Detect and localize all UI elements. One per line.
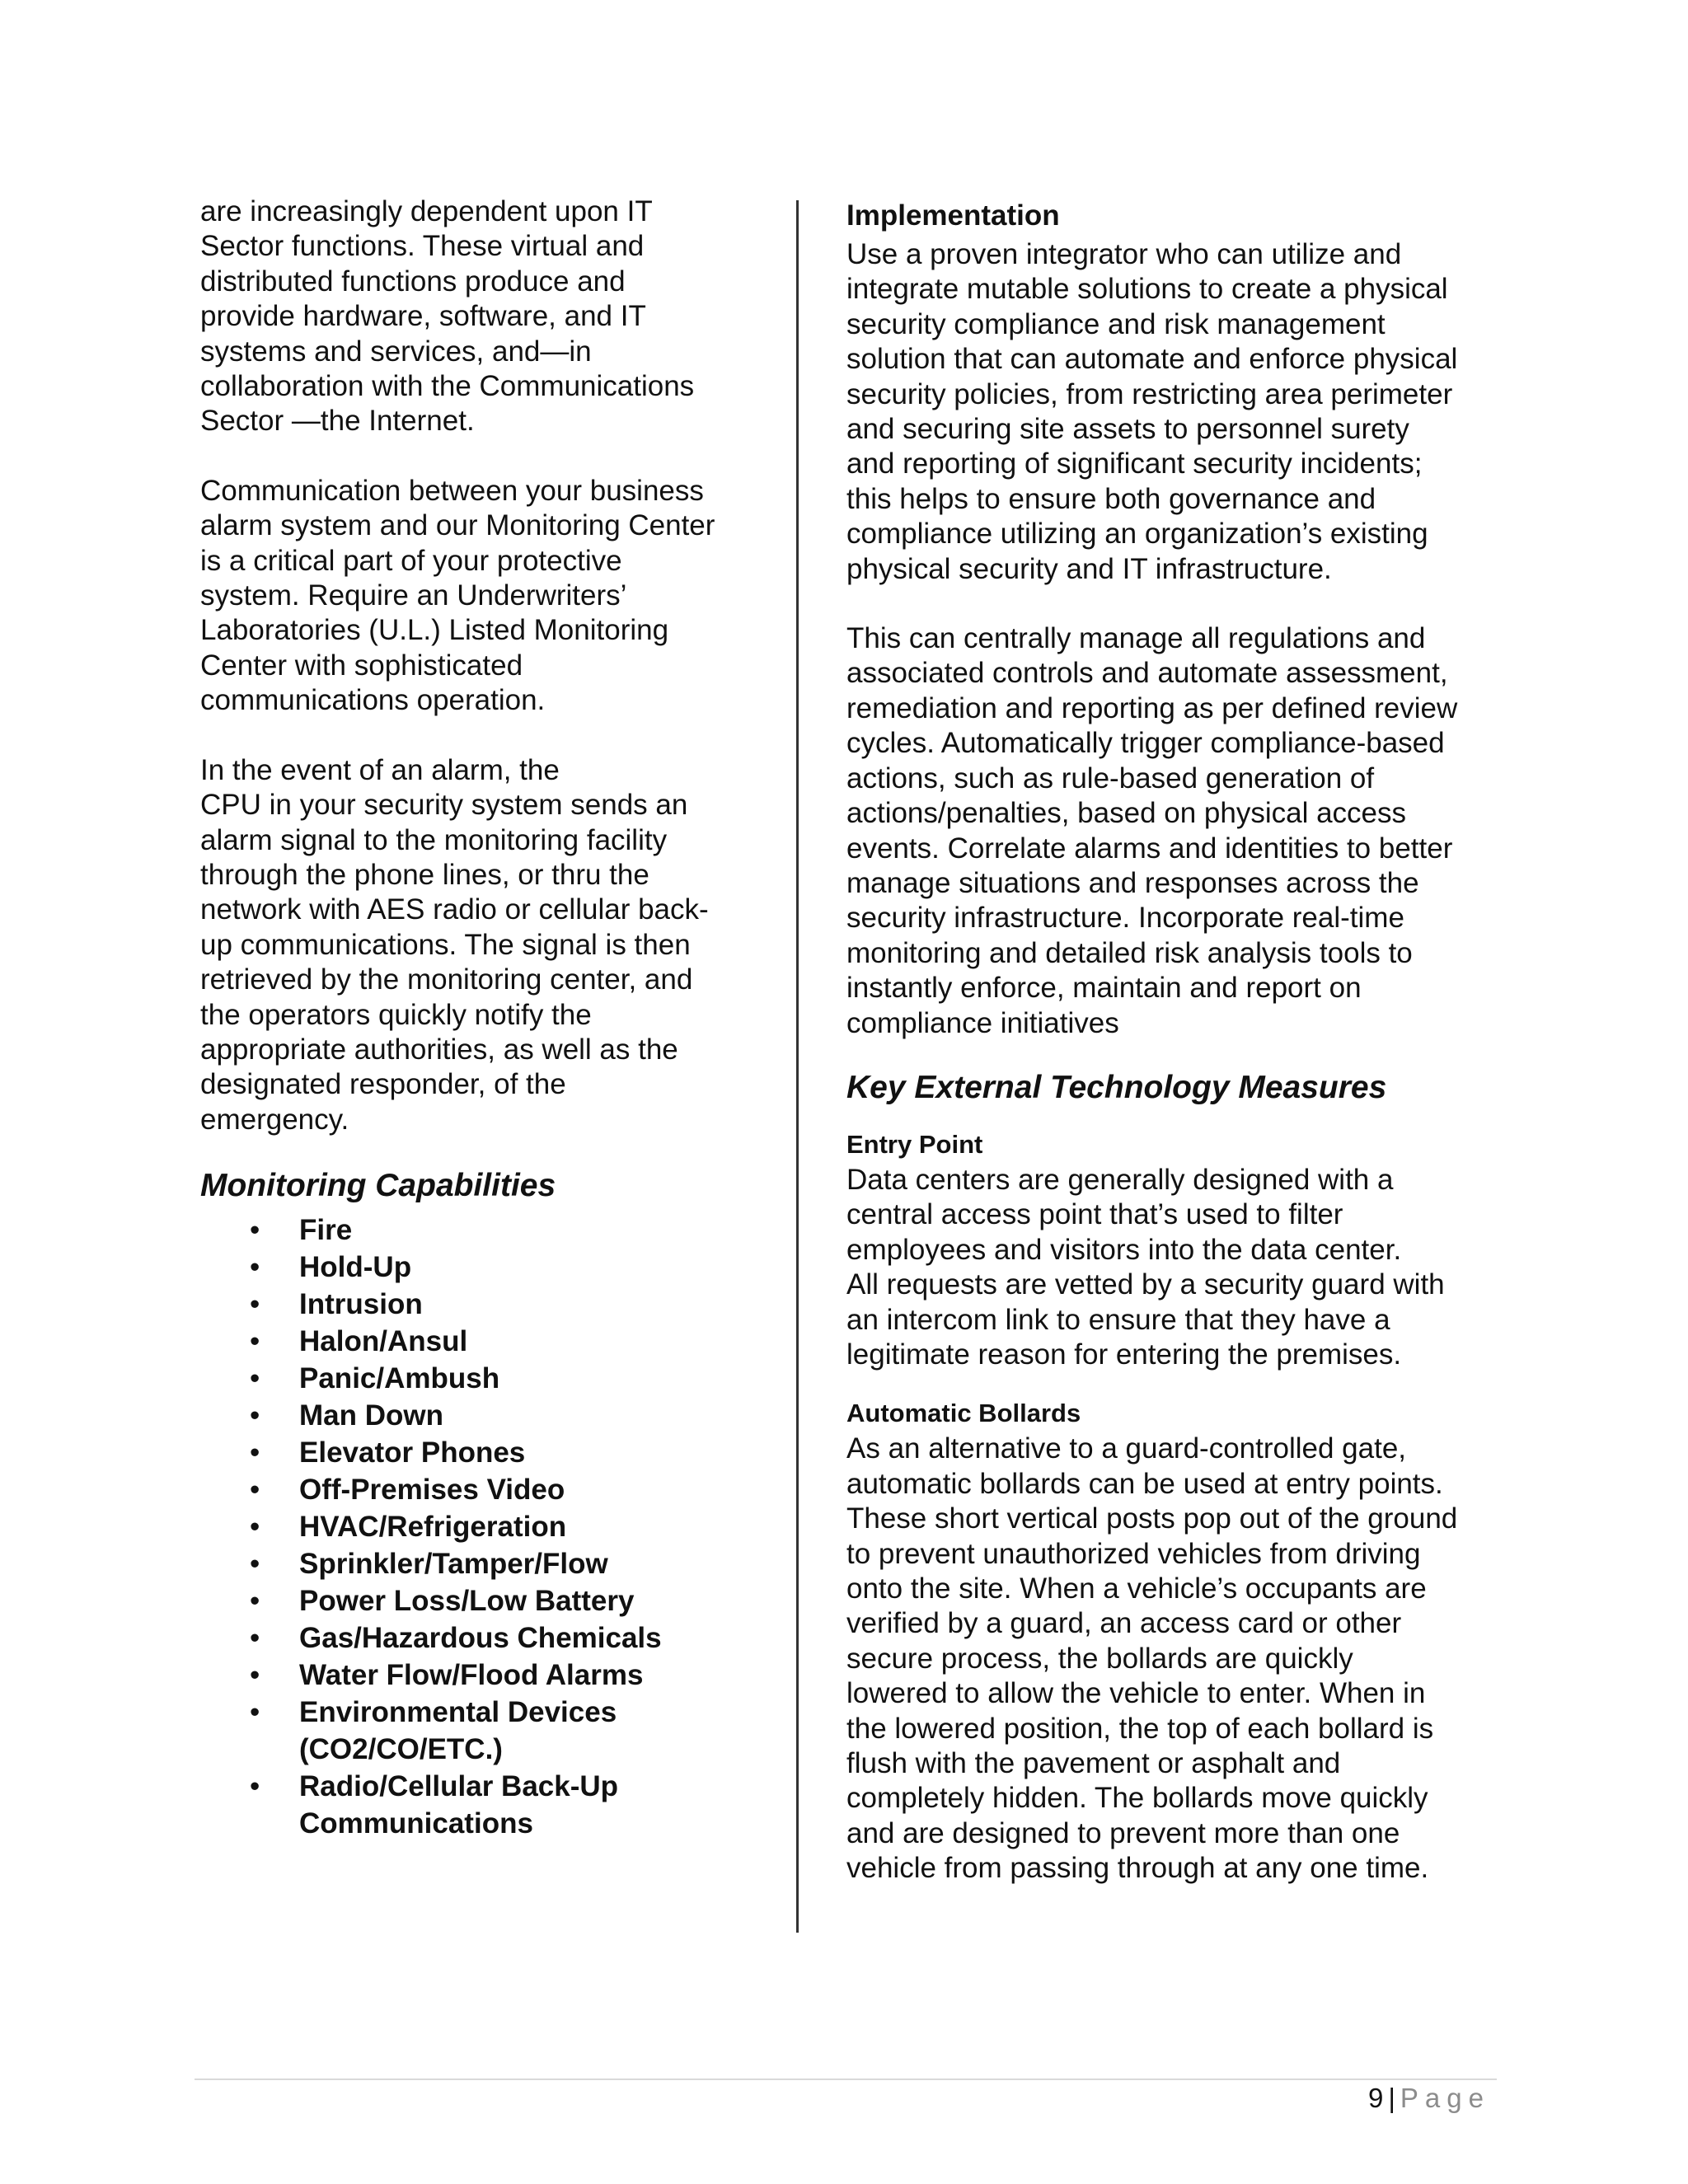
list-item: • Elevator Phones bbox=[200, 1434, 769, 1471]
list-item: • Off-Premises Video bbox=[200, 1471, 769, 1508]
footer-divider bbox=[195, 2079, 1497, 2080]
bullet-icon: • bbox=[250, 1251, 260, 1284]
list-item: • Gas/Hazardous Chemicals bbox=[200, 1619, 769, 1657]
list-item: • Power Loss/Low Battery bbox=[200, 1582, 769, 1619]
bullet-icon: • bbox=[250, 1214, 260, 1247]
bullet-icon: • bbox=[250, 1288, 260, 1321]
bullet-icon: • bbox=[250, 1659, 260, 1692]
right-column bbox=[846, 194, 1506, 1886]
list-item: • Halon/Ansul bbox=[200, 1323, 769, 1360]
compliance-paragraph: This can centrally manage all regulations and associated controls and automate assessment, remediation and reporting as per defined review cycles. Automatically trigger compliance-based actions, such as rule-based generation of actions/penalties, based on physical access events. Correlate alarms and identities to better manage situations and responses across the security infrastructure. Incorporate real-time monitoring and detailed risk analysis tools to instantly enforce, maintain and report on compliance initiatives bbox=[846, 622, 1458, 1039]
capabilities-list bbox=[200, 1212, 769, 1842]
bullet-icon: • bbox=[250, 1770, 260, 1803]
alarm-event-paragraph: In the event of an alarm, the CPU in your security system sends an alarm signal to the monitoring facility through the phone lines, or thru the network with AES radio or cellular back- up communications. The signal is then retrieved by the monitoring center, and the operators quickly notify the appropriate authorities, as well as the designated responder, of the emergency. bbox=[200, 753, 709, 1136]
page-label: Page bbox=[1400, 2083, 1490, 2113]
page-footer bbox=[1368, 2082, 1490, 2115]
list-item: • Sprinkler/Tamper/Flow bbox=[200, 1545, 769, 1582]
bullet-icon: • bbox=[250, 1696, 260, 1729]
automatic-bollards-paragraph: As an alternative to a guard-controlled gate, automatic bollards can be used at entry points. These short vertical posts pop out of the ground to prevent unauthorized vehicles from driving onto the site. When a vehicle’s occupants are verified by a guard, an access card or other secure process, the bollards are quickly lowered to allow the vehicle to enter. When in the lowered position, the top of each bollard is flush with the pavement or asphalt and completely hidden. The bollards move quickly and are designed to prevent more than one vehicle from passing through at any one time. bbox=[846, 1432, 1458, 1885]
bullet-icon: • bbox=[250, 1436, 260, 1469]
page-number: 9 bbox=[1367, 2083, 1384, 2113]
list-item: • Intrusion bbox=[200, 1286, 769, 1323]
automatic-bollards-heading: Automatic Bollards bbox=[846, 1399, 1081, 1428]
bullet-icon: • bbox=[250, 1511, 260, 1544]
bullet-icon: • bbox=[250, 1399, 260, 1432]
list-item: • Panic/Ambush bbox=[200, 1360, 769, 1397]
bullet-icon: • bbox=[250, 1622, 260, 1655]
bullet-icon: • bbox=[250, 1548, 260, 1581]
bullet-icon: • bbox=[250, 1362, 260, 1395]
left-column bbox=[200, 194, 769, 1842]
list-item: • HVAC/Refrigeration bbox=[200, 1508, 769, 1545]
implementation-heading: Implementation bbox=[846, 199, 1060, 232]
list-item: • Water Flow/Flood Alarms bbox=[200, 1657, 769, 1694]
list-item: • Man Down bbox=[200, 1397, 769, 1434]
bullet-icon: • bbox=[250, 1474, 260, 1507]
column-divider bbox=[796, 200, 799, 1933]
key-external-technology-heading: Key External Technology Measures bbox=[846, 1069, 1387, 1105]
it-sector-paragraph: are increasingly dependent upon IT Sector functions. These virtual and distributed functions produce and provide hardware, software, and IT systems and services, and—in collaboration with the Communications Sector —the Internet. bbox=[200, 195, 695, 438]
monitoring-center-paragraph: Communication between your business alarm system and our Monitoring Center is a critical part of your protective system. Require an Underwriters’ Laboratories (U.L.) Listed Monitoring Center with sophisticated communications operation. bbox=[200, 474, 715, 717]
list-item: • Fire bbox=[200, 1212, 769, 1249]
list-item: • Radio/Cellular Back-Up Communications bbox=[200, 1768, 769, 1842]
bullet-icon: • bbox=[250, 1585, 260, 1618]
monitoring-capabilities-heading: Monitoring Capabilities bbox=[200, 1168, 556, 1204]
list-item: • Environmental Devices (CO2/CO/ETC.) bbox=[200, 1694, 769, 1768]
implementation-paragraph: Use a proven integrator who can utilize and integrate mutable solutions to create a physical security compliance and risk management solution that can automate and enforce physical security policies, from restricting area perimeter and securing site assets to personnel surety and reporting of significant security incidents; this helps to ensure both governance and compliance utilizing an organization’s existing physical security and IT infrastructure. bbox=[846, 238, 1458, 585]
entry-point-heading: Entry Point bbox=[846, 1129, 983, 1159]
footer-separator: | bbox=[1388, 2083, 1395, 2113]
list-item: • Hold-Up bbox=[200, 1249, 769, 1286]
bullet-icon: • bbox=[250, 1325, 260, 1358]
entry-point-paragraph: Data centers are generally designed with a central access point that’s used to filter employees and visitors into the data center. All requests are vetted by a security guard with an intercom link to ensure that they have a legitimate reason for entering the premises. bbox=[846, 1163, 1445, 1371]
